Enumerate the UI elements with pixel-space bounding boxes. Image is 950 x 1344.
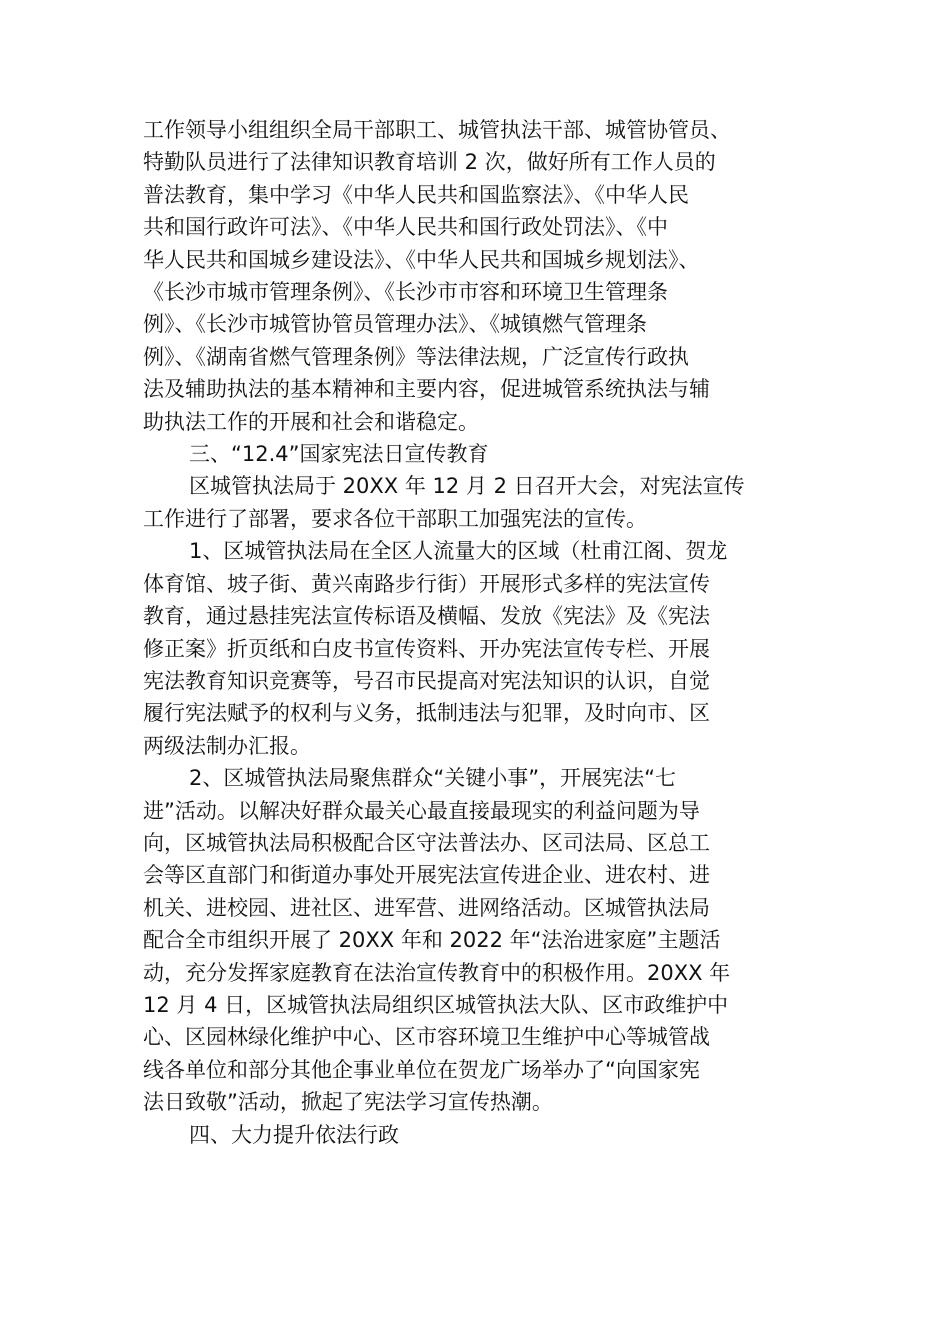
text-line: 工作进行了部署，要求各位干部职工加强宪法的宣传。 [143, 506, 647, 531]
text-line: 区城管执法局于 20XX 年 12 月 2 日召开大会，对宪法宣传 [189, 474, 745, 499]
text-line: 《长沙市城市管理条例》、《长沙市市容和环境卫生管理条 [143, 280, 668, 305]
text-line: 配合全市组织开展了 20XX 年和 2022 年“法治进家庭”主题活 [143, 928, 721, 953]
text-line: 体育馆、坡子街、黄兴南路步行街）开展形式多样的宪法宣传 [143, 571, 710, 596]
text-line: 机关、进校园、进社区、进军营、进网络活动。区城管执法局 [143, 895, 710, 920]
text-line: 两级法制办汇报。 [143, 733, 311, 758]
text-line: 工作领导小组组织全局干部职工、城管执法干部、城管协管员、 [143, 118, 731, 142]
text-line: 法及辅助执法的基本精神和主要内容，促进城管系统执法与辅 [143, 377, 710, 402]
text-line: 例》、《湖南省燃气管理条例》等法律法规，广泛宣传行政执 [143, 344, 689, 369]
text-line: 2、区城管执法局聚焦群众“关键小事”，开展宪法“七 [189, 766, 676, 791]
text-line: 心、区园林绿化维护中心、区市容环境卫生维护中心等城管战 [143, 1025, 710, 1050]
document-body [143, 114, 808, 1151]
text-line: 助执法工作的开展和社会和谐稳定。 [143, 409, 479, 434]
text-line: 动，充分发挥家庭教育在法治宣传教育中的积极作用。20XX 年 [143, 960, 731, 985]
section-heading: 四、大力提升依法行政 [189, 1122, 399, 1147]
text-line: 普法教育，集中学习《中华人民共和国监察法》、《中华人民 [143, 182, 689, 207]
text-line: 宪法教育知识竞赛等，号召市民提高对宪法知识的认识，自觉 [143, 668, 710, 693]
text-line: 法日致敬”活动，掀起了宪法学习宣传热潮。 [143, 1090, 553, 1115]
text-line: 例》、《长沙市城管协管员管理办法》、《城镇燃气管理条 [143, 312, 647, 337]
text-line: 特勤队员进行了法律知识教育培训 2 次，做好所有工作人员的 [143, 150, 716, 175]
text-line: 12 月 4 日，区城管执法局组织区城管执法大队、区市政维护中 [143, 992, 729, 1017]
text-line: 履行宪法赋予的权利与义务，抵制违法与犯罪，及时向市、区 [143, 701, 710, 726]
text-line: 修正案》折页纸和白皮书宣传资料、开办宪法宣传专栏、开展 [143, 636, 710, 661]
text-line: 会等区直部门和街道办事处开展宪法宣传进企业、进农村、进 [143, 863, 710, 888]
text-line: 向，区城管执法局积极配合区守法普法办、区司法局、区总工 [143, 830, 710, 855]
text-line: 共和国行政许可法》、《中华人民共和国行政处罚法》、《中 [143, 215, 668, 240]
text-line: 华人民共和国城乡建设法》、《中华人民共和国城乡规划法》、 [143, 247, 700, 272]
section-heading: 三、“12.4”国家宪法日宣传教育 [189, 442, 489, 467]
text-line: 线各单位和部分其他企事业单位在贺龙广场举办了“向国家宪 [143, 1057, 700, 1082]
text-line: 教育，通过悬挂宪法宣传标语及横幅、发放《宪法》及《宪法 [143, 604, 710, 629]
text-line: 1、区城管执法局在全区人流量大的区域（杜甫江阁、贺龙 [189, 539, 728, 564]
text-line: 进”活动。以解决好群众最关心最直接最现实的利益问题为导 [143, 798, 700, 823]
